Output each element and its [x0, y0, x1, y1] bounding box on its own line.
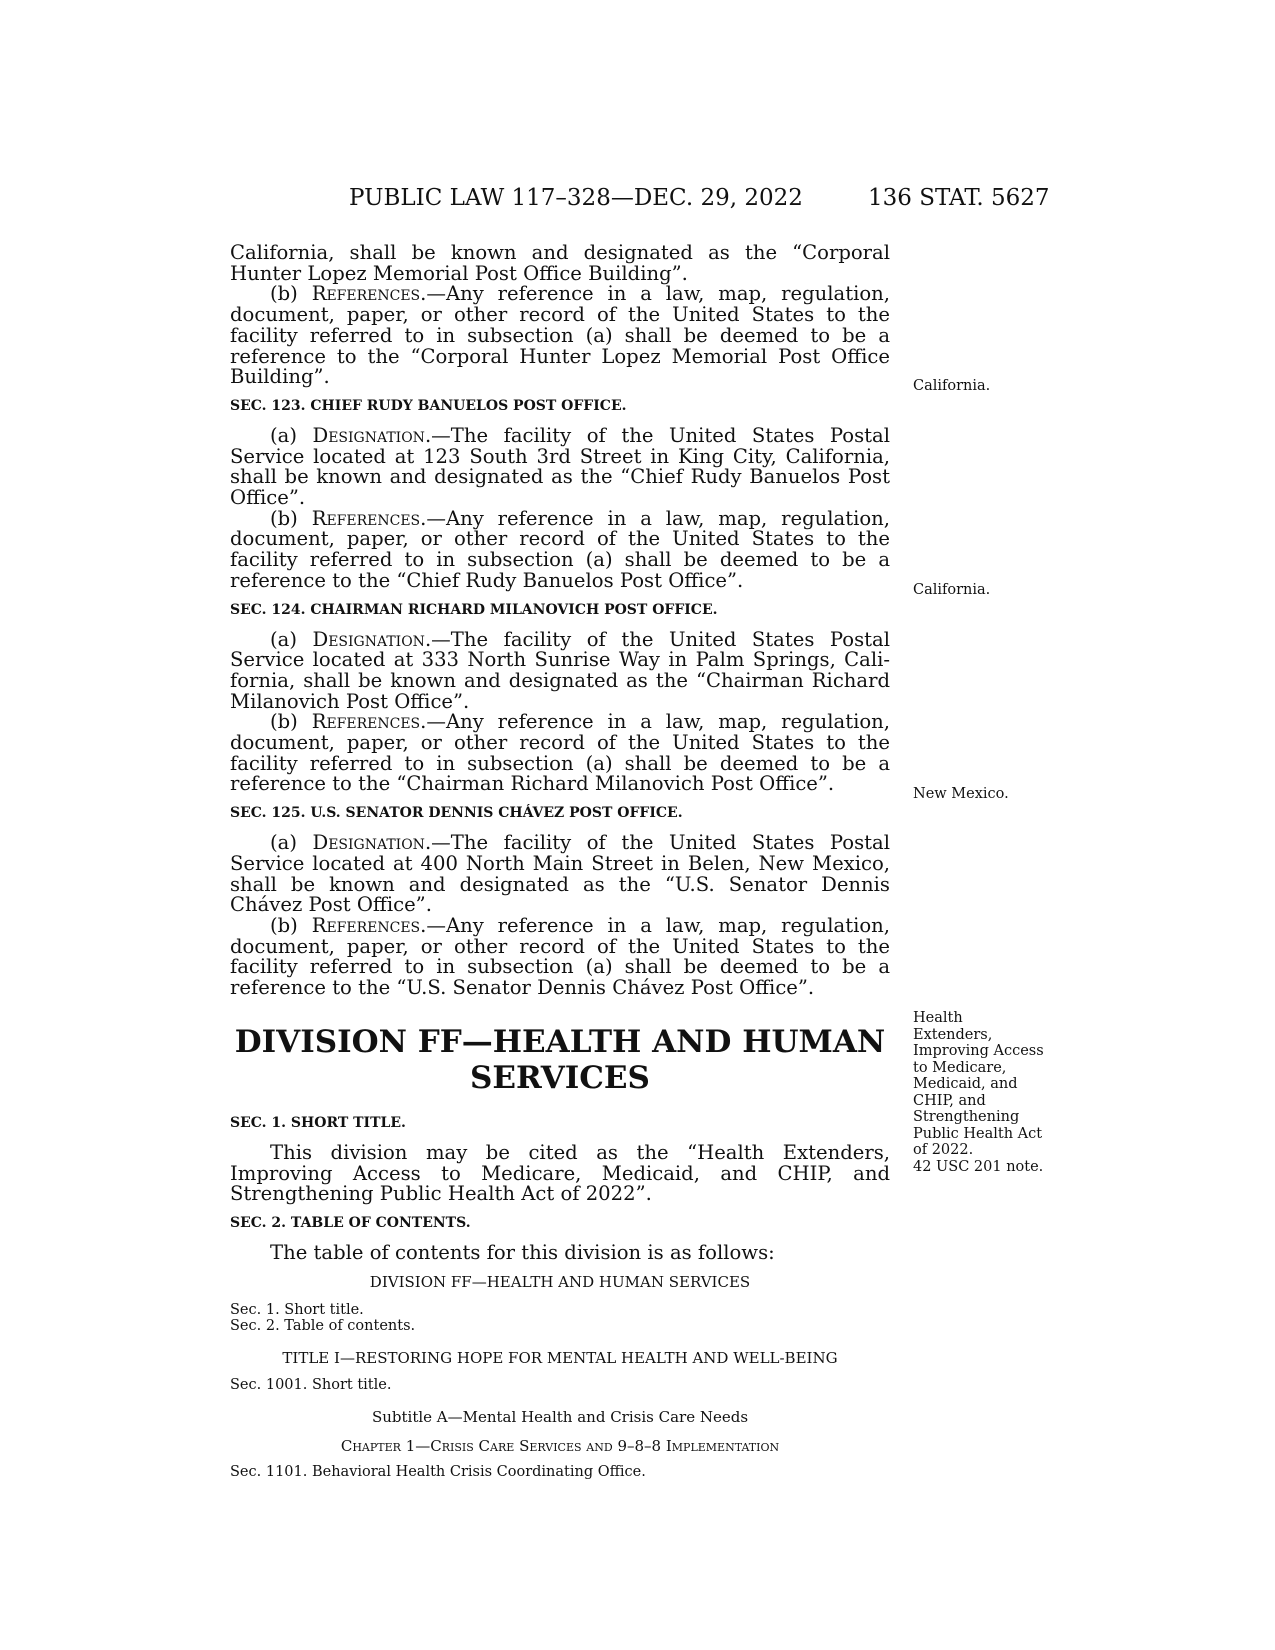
- margin-note-line: Health: [913, 1010, 963, 1026]
- paragraph-124b: [230, 712, 890, 795]
- margin-note-line: to Medicare,: [913, 1059, 1007, 1076]
- toc-entry: Sec. 2. Table of contents.: [230, 1318, 416, 1335]
- paragraph-short-title: This division may be cited as the “Health Extenders, Improving Access to Medicare, Medicaid, and CHIP, and Strengthening Public Health Act of 2022”.: [230, 1140, 890, 1206]
- margin-note-line: Medicaid, and: [913, 1076, 1018, 1092]
- toc-entry: Sec. 1. Short title.: [230, 1302, 364, 1319]
- subsection-heading: References: [311, 282, 421, 306]
- subsection-text: .—Any reference in a law, map, regulation, document, paper, or other record of the United States to the facility referred to in subsection (a) shall be deemed to be a reference to the “Corporal Hunter Lopez Memorial Post Office Building”.: [230, 282, 891, 389]
- subsection-text: .—The facility of the United States Postal Service located at 333 North Sunrise Way in Palm Springs, Cali-fornia, shall be known and designated as the “Chairman Richard Milanovich Post Office”.: [230, 627, 890, 713]
- header-stat-page: 136 STAT. 5627: [868, 185, 1050, 211]
- chapter-text: C: [340, 1436, 353, 1455]
- toc-entry: Sec. 1101. Behavioral Health Crisis Coordinating Office.: [230, 1464, 646, 1481]
- toc-division: DIVISION FF—HEALTH AND HUMAN SERVICES: [369, 1272, 751, 1291]
- margin-note-line: 42 USC 201 note.: [913, 1158, 1044, 1175]
- chapter-text: ervices and: [529, 1436, 613, 1455]
- chapter-text: C: [473, 1436, 491, 1455]
- subsection-heading: Designation: [312, 831, 425, 855]
- subsection-text: .—The facility of the United States Postal Service located at 123 South 3rd Street in King City, California, shall be known and designated as the “Chief Rudy Banuelos Post Office”.: [230, 423, 890, 510]
- chapter-text: S: [514, 1436, 530, 1455]
- subsection-text: .—The facility of the United States Postal Service located at 400 North Main Street in Belen, New Mexico, shall be known and designated as the “U.S. Senator Dennis Chávez Post Office”.: [230, 831, 890, 917]
- toc-intro: The table of contents for this division is as follows:: [270, 1240, 775, 1264]
- margin-note-short-title: [913, 1010, 1044, 1175]
- paragraph-124a: [230, 627, 890, 713]
- subsection-label: (b): [270, 710, 312, 734]
- section-heading-1: SEC. 1. SHORT TITLE.: [230, 1114, 406, 1131]
- division-heading: [230, 1024, 890, 1096]
- section-heading-125: SEC. 125. U.S. SENATOR DENNIS CHÁVEZ POST OFFICE.: [230, 805, 683, 822]
- subsection-label: (a): [270, 627, 313, 651]
- division-heading-line1: DIVISION FF—HEALTH AND HUMAN: [234, 1023, 886, 1060]
- paragraph-122b: [230, 284, 890, 388]
- subsection-heading: Designation: [312, 627, 425, 651]
- paragraph-125a: [230, 833, 890, 916]
- margin-note-line: CHIP, and: [913, 1092, 986, 1109]
- margin-note-line: Public Health Act: [913, 1125, 1043, 1142]
- section-heading-2: SEC. 2. TABLE OF CONTENTS.: [230, 1214, 471, 1231]
- subsection-label: (a): [270, 423, 313, 447]
- margin-note-line: Improving Access: [913, 1043, 1044, 1059]
- paragraph-123a: [230, 423, 890, 510]
- margin-note-line: Strengthening: [913, 1109, 1020, 1125]
- chapter-text: 9–8–8 I: [612, 1436, 672, 1455]
- toc-chapter-1: [230, 1436, 890, 1457]
- paragraph-123b: [230, 506, 891, 592]
- paragraph-125b: [230, 913, 891, 1000]
- chapter-text: 1—C: [400, 1436, 442, 1455]
- chapter-text: hapter: [352, 1436, 401, 1455]
- chapter-text: mplementation: [671, 1436, 780, 1455]
- header-title: PUBLIC LAW 117–328—DEC. 29, 2022: [349, 185, 803, 211]
- toc-title-1: TITLE I—RESTORING HOPE FOR MENTAL HEALTH AND WELL-BEING: [282, 1349, 838, 1368]
- subsection-heading: References: [311, 710, 421, 734]
- subsection-text: .—Any reference in a law, map, regulation, document, paper, or other record of the United States to the facility referred to in subsection (a) shall be deemed to be a reference to the “Chief Rudy Banuelos Post Office”.: [230, 506, 891, 592]
- margin-note: New Mexico.: [913, 786, 1009, 802]
- subsection-text: .—Any reference in a law, map, regulation, document, paper, or other record of the United States to the facility referred to in subsection (a) shall be deemed to be a reference to the “Chairman Richard Milanovich Post Office”.: [230, 710, 891, 796]
- section-heading-124: SEC. 124. CHAIRMAN RICHARD MILANOVICH POST OFFICE.: [230, 601, 718, 618]
- margin-note-line: of 2022.: [913, 1142, 974, 1158]
- toc-entry: Sec. 1001. Short title.: [230, 1377, 392, 1394]
- subsection-heading: Designation: [312, 423, 425, 447]
- subsection-label: (a): [270, 831, 313, 855]
- margin-note: California.: [913, 378, 991, 394]
- subsection-label: (b): [270, 506, 312, 530]
- paragraph-continuation: California, shall be known and designated as the “Corporal Hunter Lopez Memorial Post Office Building”.: [230, 241, 890, 285]
- toc-subtitle-a: Subtitle A—Mental Health and Crisis Care Needs: [371, 1408, 749, 1427]
- subsection-text: .—Any reference in a law, map, regulation, document, paper, or other record of the United States to the facility referred to in subsection (a) shall be deemed to be a reference to the “U.S. Senator Dennis Chávez Post Office”.: [230, 913, 891, 1000]
- body-text: [230, 243, 890, 1480]
- chapter-text: risis: [441, 1436, 474, 1455]
- subsection-label: (b): [270, 282, 312, 306]
- chapter-text: are: [490, 1436, 515, 1455]
- subsection-label: (b): [270, 913, 312, 937]
- subsection-heading: References: [311, 913, 421, 937]
- margin-note-line: Extenders,: [913, 1026, 993, 1043]
- division-heading-line2: SERVICES: [470, 1059, 650, 1096]
- section-heading-123: SEC. 123. CHIEF RUDY BANUELOS POST OFFICE.: [230, 397, 627, 414]
- subsection-heading: References: [311, 506, 421, 530]
- margin-note: California.: [913, 582, 991, 598]
